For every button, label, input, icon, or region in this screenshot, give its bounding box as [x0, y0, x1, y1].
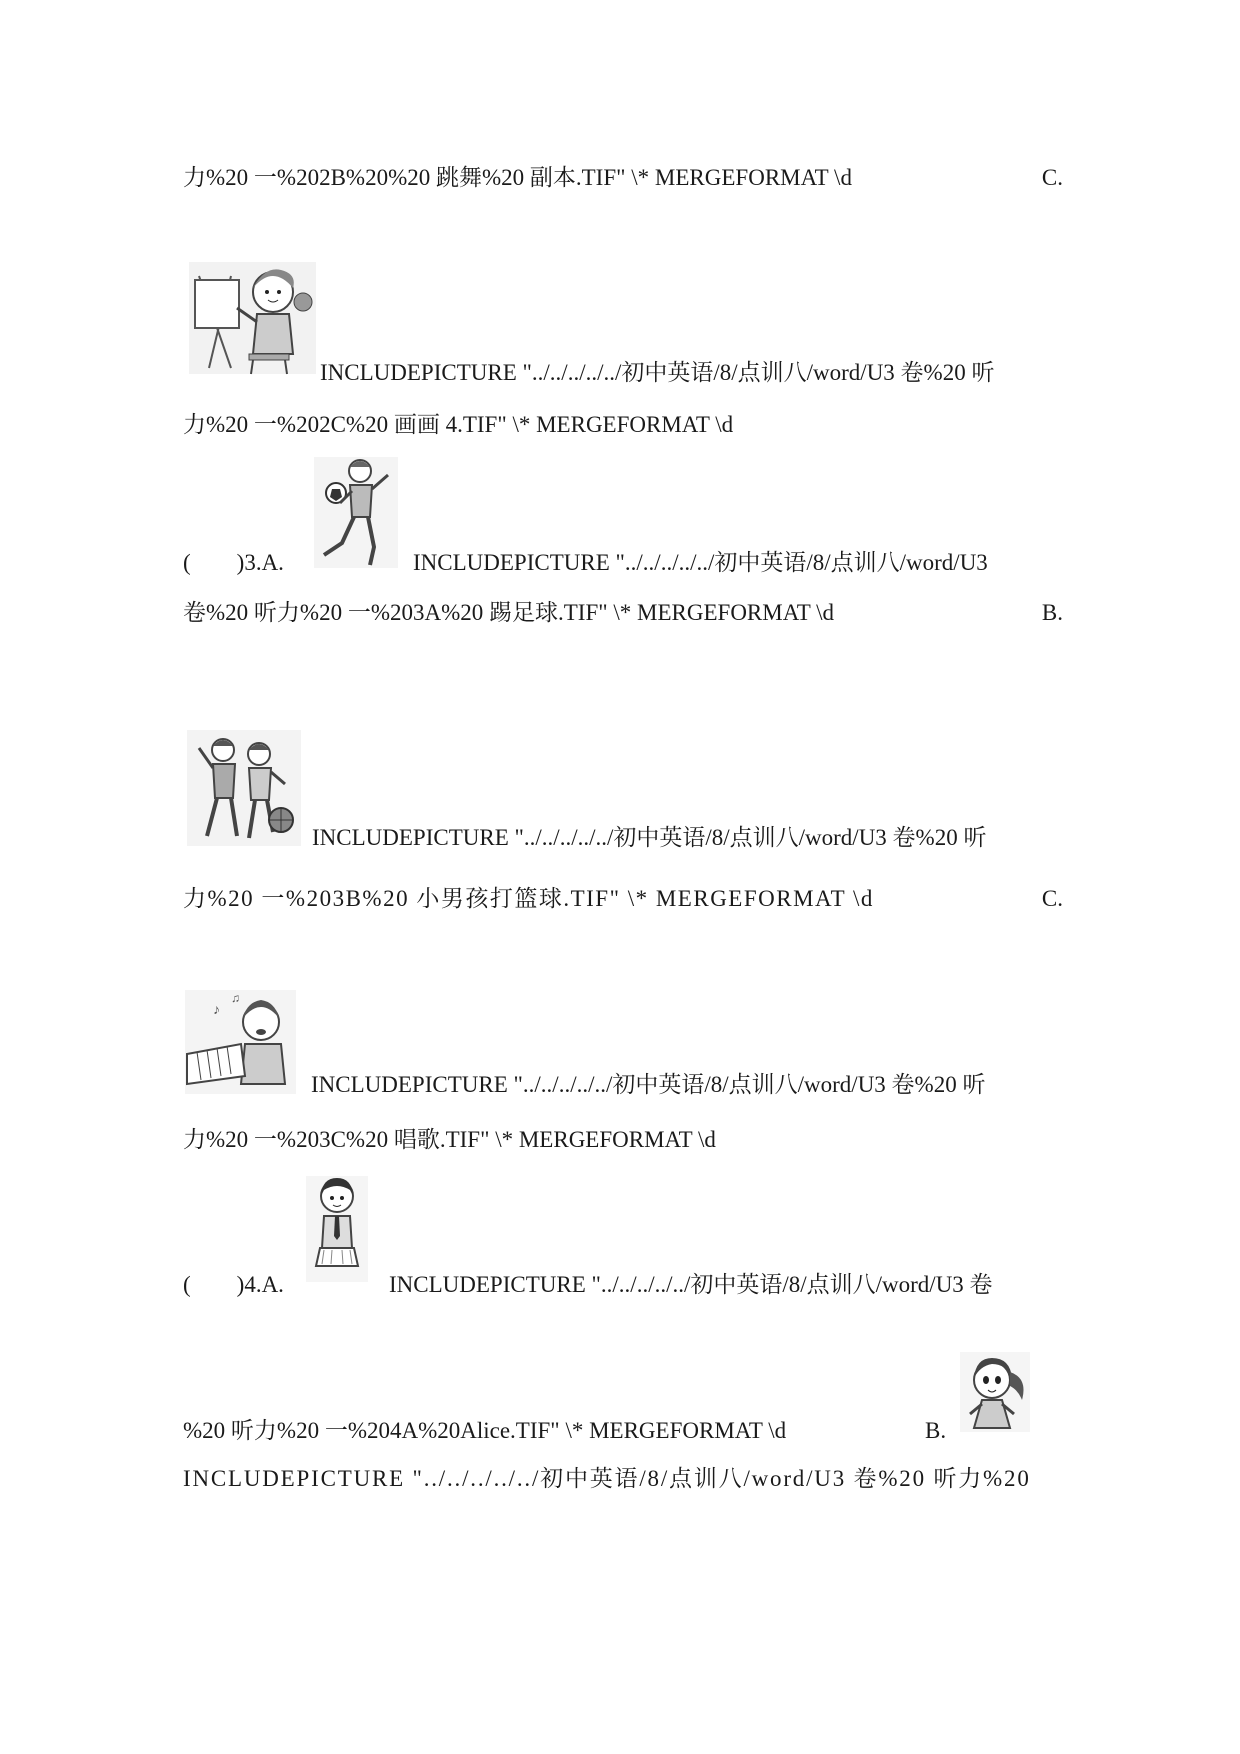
question-3-line — [183, 548, 1063, 578]
basketball-boys-figure — [185, 728, 303, 848]
text-line — [183, 1464, 1063, 1494]
field-code-text: 卷%20 听力%20 一%203A%20 踢足球.TIF" \* MERGEFORMAT \d — [183, 600, 835, 625]
question-4-line — [183, 1270, 1063, 1300]
text-line — [312, 823, 1063, 853]
girl-painting-figure — [185, 258, 320, 378]
field-code-text: INCLUDEPICTURE "../../../../../初中英语/8/点训八/word/U3 卷%20 听 — [312, 825, 987, 850]
option-label-c: C. — [1041, 165, 1063, 190]
text-line — [311, 1070, 1063, 1100]
field-code-text: INCLUDEPICTURE "../../../../../初中英语/8/点训八/word/U3 卷 — [389, 1272, 993, 1297]
text-line — [183, 1125, 1063, 1155]
option-label-b: B. — [1041, 600, 1063, 625]
svg-text:♫: ♫ — [231, 991, 240, 1005]
question-number: ( )4.A. — [183, 1272, 284, 1297]
text-line — [183, 410, 1063, 440]
text-line — [183, 598, 1063, 628]
field-code-text: INCLUDEPICTURE "../../../../../初中英语/8/点训八/word/U3 卷%20 听 — [311, 1072, 986, 1097]
text-line — [183, 1416, 1063, 1446]
svg-text:♪: ♪ — [213, 1003, 220, 1018]
piano-singer-figure — [183, 988, 298, 1096]
field-code-text: INCLUDEPICTURE "../../../../../初中英语/8/点训八/word/U3 卷%20 听 — [320, 360, 995, 385]
text-line — [183, 884, 1063, 914]
option-label-b: B. — [925, 1418, 947, 1443]
field-code-text: 力%20 一%202B%20%20 跳舞%20 副本.TIF" \* MERGEFORMAT \d — [183, 165, 852, 190]
field-code-text: 力%20 一%202C%20 画画 4.TIF" \* MERGEFORMAT \d — [183, 412, 734, 437]
option-label-c: C. — [1041, 886, 1063, 911]
alice-girl-figure — [304, 1174, 370, 1284]
field-code-text: 力%20 一%203B%20 小男孩打篮球.TIF" \* MERGEFORMAT \d — [183, 886, 874, 911]
text-line — [320, 358, 1063, 388]
field-code-text: INCLUDEPICTURE "../../../../../初中英语/8/点训八/word/U3 — [413, 550, 988, 575]
question-number: ( )3.A. — [183, 550, 284, 575]
field-code-text: INCLUDEPICTURE "../../../../../初中英语/8/点训八/word/U3 卷%20 听力%20 — [183, 1466, 1031, 1491]
field-code-text: 力%20 一%203C%20 唱歌.TIF" \* MERGEFORMAT \d — [183, 1127, 716, 1152]
text-line — [183, 163, 1063, 193]
field-code-text: %20 听力%20 一%204A%20Alice.TIF" \* MERGEFORMAT \d — [183, 1418, 787, 1443]
